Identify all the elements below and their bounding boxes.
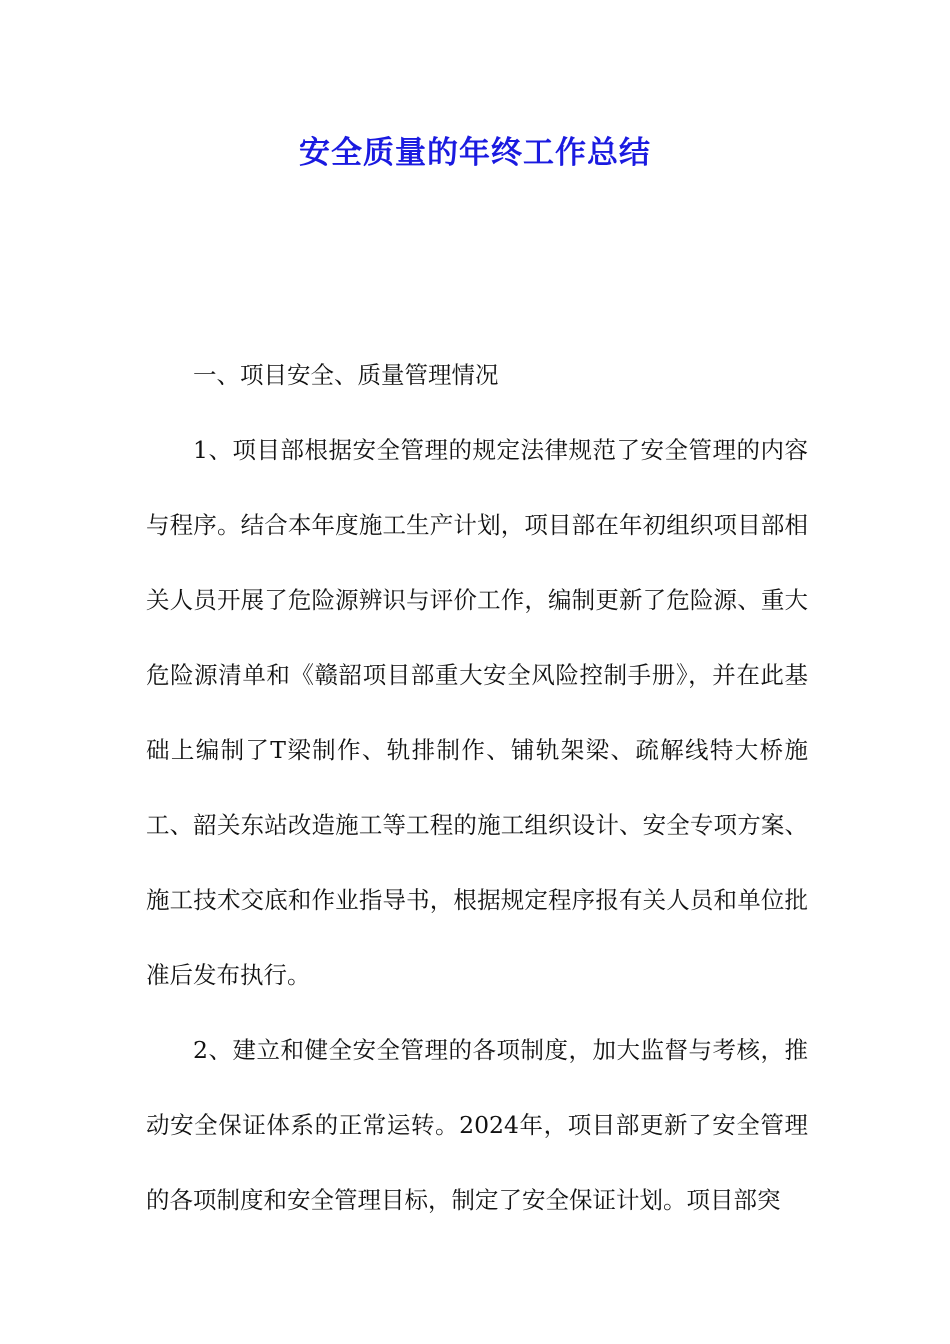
section-heading: 一、项目安全、质量管理情况 bbox=[193, 361, 499, 389]
paragraph-1: 1、项目部根据安全管理的规定法律规范了安全管理的内容与程序。结合本年度施工生产计划，项目部在年初组织项目部相关人员开展了危险源辨识与评价工作，编制更新了危险源、重大危险源清单和《赣韶项目部重大安全风险控制手册》，并在此基础上编制了T梁制作、轨排制作、铺轨架梁、疏解线特大桥施工、韶关东站改造施工等工程的施工组织设计、安全专项方案、施工技术交底和作业指导书，根据规定程序报有关人员和单位批准后发布执行。 bbox=[146, 436, 808, 989]
document-title: 安全质量的年终工作总结 bbox=[299, 135, 651, 171]
document-body bbox=[146, 338, 808, 1238]
paragraph-2: 2、建立和健全安全管理的各项制度，加大监督与考核，推动安全保证体系的正常运转。2024年，项目部更新了安全管理的各项制度和安全管理目标，制定了安全保证计划。项目部突 bbox=[146, 1036, 808, 1214]
